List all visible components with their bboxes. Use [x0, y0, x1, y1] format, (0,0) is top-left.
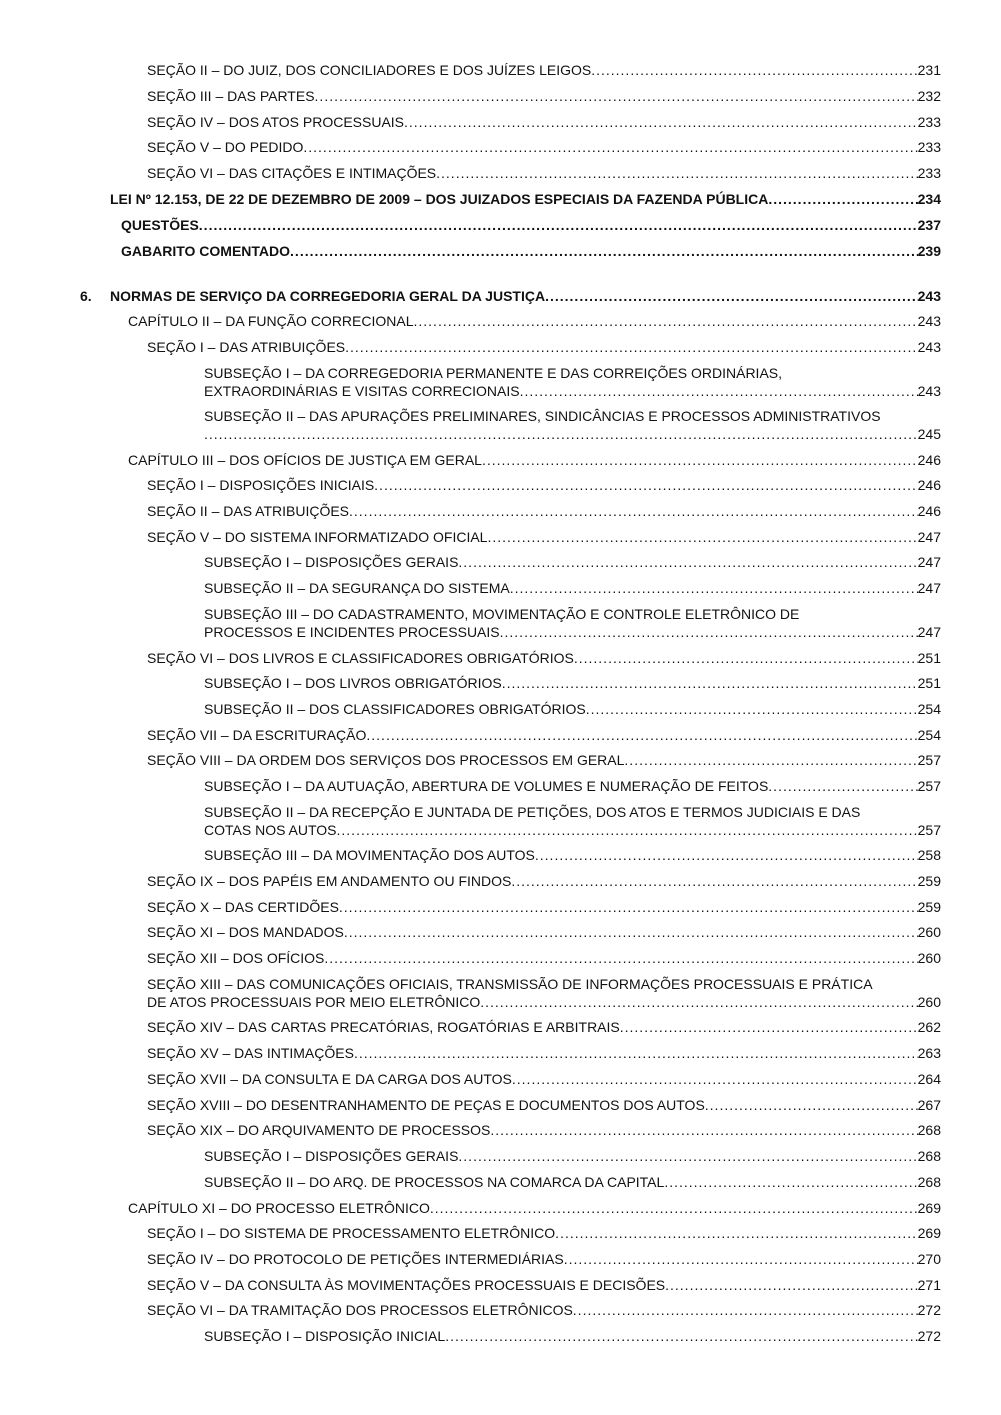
- toc-entry[interactable]: [121, 216, 941, 234]
- dot-leader: [345, 338, 918, 356]
- toc-entry[interactable]: [147, 338, 941, 356]
- dot-leader: [339, 898, 918, 916]
- toc-title: SEÇÃO X – DAS CERTIDÕES: [147, 899, 339, 915]
- toc-title: SUBSEÇÃO II – DO ARQ. DE PROCESSOS NA COMARCA DA CAPITAL: [204, 1174, 665, 1190]
- toc-title: SUBSEÇÃO I – DISPOSIÇÃO INICIAL: [204, 1328, 446, 1344]
- toc-entry[interactable]: [147, 528, 941, 546]
- toc-title: SUBSEÇÃO I – DA AUTUAÇÃO, ABERTURA DE VOLUMES E NUMERAÇÃO DE FEITOS: [204, 778, 769, 794]
- toc-entry[interactable]: [147, 1096, 941, 1114]
- toc-entry[interactable]: [147, 1121, 941, 1139]
- toc-title-line: EXTRAORDINÁRIAS E VISITAS CORRECIONAIS: [204, 383, 520, 399]
- toc-entry[interactable]: [147, 164, 941, 182]
- dot-leader: [303, 138, 917, 156]
- toc-page-number: 243: [917, 339, 941, 355]
- toc-title: SEÇÃO VI – DA TRAMITAÇÃO DOS PROCESSOS ELETRÔNICOS: [147, 1302, 573, 1318]
- toc-title-line: SUBSEÇÃO II – DA RECEPÇÃO E JUNTADA DE PETIÇÕES, DOS ATOS E TERMOS JUDICIAIS E DAS: [204, 804, 861, 820]
- toc-page-number: 233: [917, 165, 941, 181]
- toc-entry[interactable]: [204, 846, 941, 864]
- toc-page-number: 269: [917, 1225, 941, 1241]
- dot-leader: [414, 312, 918, 330]
- toc-page-number: 257: [917, 752, 941, 768]
- dot-leader: [555, 1224, 917, 1242]
- toc-title: SUBSEÇÃO III – DA MOVIMENTAÇÃO DOS AUTOS: [204, 847, 535, 863]
- toc-page-number: 257: [917, 778, 941, 794]
- dot-leader: [490, 1121, 917, 1139]
- toc-entry[interactable]: [204, 700, 941, 718]
- dot-leader: [502, 674, 918, 692]
- toc-page-number: 267: [917, 1097, 941, 1113]
- toc-title: SEÇÃO IV – DO PROTOCOLO DE PETIÇÕES INTERMEDIÁRIAS: [147, 1251, 564, 1267]
- dot-leader: [366, 726, 917, 744]
- toc-entry[interactable]: [204, 605, 941, 641]
- toc-entry[interactable]: [147, 87, 941, 105]
- toc-title: SEÇÃO XVIII – DO DESENTRANHAMENTO DE PEÇAS E DOCUMENTOS DOS AUTOS: [147, 1097, 705, 1113]
- dot-leader: [458, 1147, 917, 1165]
- toc-title: SEÇÃO II – DAS ATRIBUIÇÕES: [147, 503, 350, 519]
- toc-entry[interactable]: [147, 649, 941, 667]
- dot-leader: [768, 777, 917, 795]
- toc-title: SEÇÃO VII – DA ESCRITURAÇÃO: [147, 727, 367, 743]
- toc-page-number: 270: [917, 1251, 941, 1267]
- dot-leader: [445, 1327, 917, 1345]
- toc-entry[interactable]: [204, 1147, 941, 1165]
- dot-leader: [482, 451, 918, 469]
- toc-entry[interactable]: [147, 751, 941, 769]
- toc-entry[interactable]: [147, 1301, 941, 1319]
- dot-leader: [573, 1301, 918, 1319]
- toc-title: SEÇÃO IX – DOS PAPÉIS EM ANDAMENTO OU FINDOS: [147, 873, 512, 889]
- toc-entry[interactable]: [204, 1327, 941, 1345]
- toc-page-number: 239: [917, 243, 941, 259]
- toc-title: CAPÍTULO XI – DO PROCESSO ELETRÔNICO: [128, 1200, 430, 1216]
- toc-entry[interactable]: [204, 803, 941, 839]
- toc-page-number: 245: [917, 426, 941, 442]
- toc-entry[interactable]: [147, 923, 941, 941]
- toc-page-number: 233: [917, 114, 941, 130]
- toc-title: SEÇÃO VIII – DA ORDEM DOS SERVIÇOS DOS PROCESSOS EM GERAL: [147, 752, 625, 768]
- dot-leader: [705, 1096, 918, 1114]
- toc-entry[interactable]: [121, 242, 941, 260]
- toc-page-number: 259: [917, 899, 941, 915]
- toc-entry[interactable]: [204, 777, 941, 795]
- dot-leader: [337, 821, 918, 839]
- toc-page-number: 272: [917, 1328, 941, 1344]
- toc-title: SEÇÃO XIX – DO ARQUIVAMENTO DE PROCESSOS: [147, 1122, 491, 1138]
- toc-entry[interactable]: [147, 138, 941, 156]
- toc-page-number: 243: [917, 383, 941, 399]
- dot-leader: [520, 382, 918, 400]
- toc-title: SUBSEÇÃO I – DOS LIVROS OBRIGATÓRIOS: [204, 675, 502, 691]
- toc-title: CAPÍTULO II – DA FUNÇÃO CORRECIONAL: [128, 313, 414, 329]
- toc-page-number: 272: [917, 1302, 941, 1318]
- dot-leader: [374, 476, 917, 494]
- toc-entry[interactable]: [204, 674, 941, 692]
- toc-entry[interactable]: [147, 949, 941, 967]
- dot-leader: [487, 528, 917, 546]
- toc-title-line: DE ATOS PROCESSUAIS POR MEIO ELETRÔNICO: [147, 994, 481, 1010]
- toc-title: SEÇÃO XVII – DA CONSULTA E DA CARGA DOS AUTOS: [147, 1071, 512, 1087]
- toc-entry[interactable]: [147, 113, 941, 131]
- dot-leader: [586, 700, 918, 718]
- toc-entry[interactable]: [147, 1044, 941, 1062]
- toc-title: SUBSEÇÃO II – DA SEGURANÇA DO SISTEMA: [204, 580, 510, 596]
- toc-page-number: 264: [917, 1071, 941, 1087]
- toc-entry[interactable]: [204, 579, 941, 597]
- toc-page-number: 268: [917, 1122, 941, 1138]
- toc-page-number: 247: [917, 580, 941, 596]
- toc-title-line: COTAS NOS AUTOS: [204, 822, 337, 838]
- toc-entry[interactable]: [204, 364, 941, 400]
- toc-page-number: 259: [917, 873, 941, 889]
- toc-page-number: 246: [917, 503, 941, 519]
- dot-leader: [574, 649, 918, 667]
- toc-title: SEÇÃO I – DISPOSIÇÕES INICIAIS: [147, 477, 375, 493]
- toc-page-number: 247: [917, 624, 941, 640]
- toc-page-number: 247: [917, 554, 941, 570]
- dot-leader: [315, 87, 918, 105]
- toc-entry[interactable]: [147, 1250, 941, 1268]
- chapter-number: 6.: [80, 288, 92, 304]
- toc-title: SEÇÃO II – DO JUIZ, DOS CONCILIADORES E DOS JUÍZES LEIGOS: [147, 62, 592, 78]
- toc-entry[interactable]: [147, 61, 941, 79]
- dot-leader: [430, 1199, 918, 1217]
- toc-entry[interactable]: [147, 872, 941, 890]
- toc-title-line: SEÇÃO XIII – DAS COMUNICAÇÕES OFICIAIS, TRANSMISSÃO DE INFORMAÇÕES PROCESSUAIS E PRÁTICA: [147, 976, 873, 992]
- toc-title-line: SUBSEÇÃO I – DA CORREGEDORIA PERMANENTE E DAS CORREIÇÕES ORDINÁRIAS,: [204, 365, 783, 381]
- dot-leader: [768, 190, 917, 208]
- toc-entry[interactable]: [147, 898, 941, 916]
- toc-title: SEÇÃO XI – DOS MANDADOS: [147, 924, 344, 940]
- toc-page-number: 246: [917, 452, 941, 468]
- toc-title: QUESTÕES: [121, 217, 199, 233]
- toc-entry[interactable]: [128, 1199, 941, 1217]
- toc-title: SUBSEÇÃO I – DISPOSIÇÕES GERAIS: [204, 1148, 459, 1164]
- dot-leader: [354, 1044, 918, 1062]
- toc-title: CAPÍTULO III – DOS OFÍCIOS DE JUSTIÇA EM GERAL: [128, 452, 482, 468]
- dot-leader: [458, 553, 917, 571]
- toc-title: NORMAS DE SERVIÇO DA CORREGEDORIA GERAL DA JUSTIÇA: [110, 288, 546, 304]
- toc-title: SEÇÃO V – DO PEDIDO: [147, 139, 304, 155]
- toc-title: SEÇÃO I – DO SISTEMA DE PROCESSAMENTO ELETRÔNICO: [147, 1225, 556, 1241]
- toc-page-number: 233: [917, 139, 941, 155]
- dot-leader: [511, 872, 917, 890]
- toc-entry[interactable]: [147, 502, 941, 520]
- toc-page-number: 237: [917, 217, 941, 233]
- toc-title: SUBSEÇÃO II – DOS CLASSIFICADORES OBRIGATÓRIOS: [204, 701, 586, 717]
- toc-title: SUBSEÇÃO I – DISPOSIÇÕES GERAIS: [204, 554, 459, 570]
- toc-page-number: 269: [917, 1200, 941, 1216]
- dot-leader: [199, 216, 918, 234]
- dot-leader: [480, 993, 917, 1011]
- toc-entry[interactable]: [204, 553, 941, 571]
- toc-entry[interactable]: [204, 407, 941, 443]
- dot-leader: [290, 242, 918, 260]
- toc-title: SEÇÃO III – DAS PARTES: [147, 88, 315, 104]
- toc-title: SEÇÃO VI – DAS CITAÇÕES E INTIMAÇÕES: [147, 165, 437, 181]
- dot-leader: [500, 623, 918, 641]
- toc-title-line: SUBSEÇÃO III – DO CADASTRAMENTO, MOVIMENTAÇÃO E CONTROLE ELETRÔNICO DE: [204, 606, 800, 622]
- toc-page-number: 260: [917, 924, 941, 940]
- toc-page-number: 262: [917, 1019, 941, 1035]
- toc-page-number: 243: [917, 313, 941, 329]
- toc-page-number: 271: [917, 1277, 941, 1293]
- toc-page-number: 247: [917, 529, 941, 545]
- dot-leader: [204, 425, 918, 443]
- toc-entry[interactable]: [128, 312, 941, 330]
- toc-entry[interactable]: [147, 1070, 941, 1088]
- toc-entry[interactable]: [110, 190, 941, 208]
- dot-leader: [545, 287, 918, 305]
- toc-chapter-entry[interactable]: [110, 287, 941, 305]
- toc-page-number: 251: [917, 675, 941, 691]
- toc-page-number: 231: [917, 62, 941, 78]
- toc-entry[interactable]: [147, 1276, 941, 1294]
- toc-title: LEI Nº 12.153, DE 22 DE DEZEMBRO DE 2009 – DOS JUIZADOS ESPECIAIS DA FAZENDA PÚBLICA: [110, 191, 769, 207]
- toc-page-number: 232: [917, 88, 941, 104]
- toc-title: SEÇÃO XIV – DAS CARTAS PRECATÓRIAS, ROGATÓRIAS E ARBITRAIS: [147, 1019, 620, 1035]
- toc-entry[interactable]: [147, 1018, 941, 1036]
- dot-leader: [591, 61, 917, 79]
- toc-page-number: 234: [917, 191, 941, 207]
- dot-leader: [564, 1250, 918, 1268]
- toc-page-number: 251: [917, 650, 941, 666]
- toc-title-line: PROCESSOS E INCIDENTES PROCESSUAIS: [204, 624, 500, 640]
- toc-page-number: 263: [917, 1045, 941, 1061]
- dot-leader: [344, 923, 918, 941]
- dot-leader: [349, 502, 918, 520]
- toc-entry[interactable]: [128, 451, 941, 469]
- dot-leader: [512, 1070, 918, 1088]
- toc-page-number: 268: [917, 1174, 941, 1190]
- toc-page-number: 260: [917, 994, 941, 1010]
- toc-page-number: 243: [917, 288, 941, 304]
- dot-leader: [665, 1276, 918, 1294]
- toc-title: SEÇÃO XV – DAS INTIMAÇÕES: [147, 1045, 354, 1061]
- toc-entry[interactable]: [204, 1173, 941, 1191]
- toc-title: SEÇÃO V – DO SISTEMA INFORMATIZADO OFICIAL: [147, 529, 488, 545]
- toc-title: SEÇÃO I – DAS ATRIBUIÇÕES: [147, 339, 346, 355]
- toc-entry[interactable]: [147, 975, 941, 1011]
- toc-title: SEÇÃO V – DA CONSULTA ÀS MOVIMENTAÇÕES PROCESSUAIS E DECISÕES: [147, 1277, 666, 1293]
- toc-page-number: 258: [917, 847, 941, 863]
- toc-entry[interactable]: [147, 726, 941, 744]
- toc-title: SEÇÃO XII – DOS OFÍCIOS: [147, 950, 325, 966]
- toc-entry[interactable]: [147, 1224, 941, 1242]
- toc-title: SEÇÃO IV – DOS ATOS PROCESSUAIS: [147, 114, 405, 130]
- toc-title: GABARITO COMENTADO: [121, 243, 291, 259]
- toc-page-number: 257: [917, 822, 941, 838]
- dot-leader: [436, 164, 918, 182]
- toc-page-number: 268: [917, 1148, 941, 1164]
- toc-entry[interactable]: [147, 476, 941, 494]
- toc-page-number: 254: [917, 701, 941, 717]
- toc-title-line: SUBSEÇÃO II – DAS APURAÇÕES PRELIMINARES, SINDICÂNCIAS E PROCESSOS ADMINISTRATIVOS: [204, 408, 881, 424]
- dot-leader: [664, 1173, 917, 1191]
- toc-title: SEÇÃO VI – DOS LIVROS E CLASSIFICADORES OBRIGATÓRIOS: [147, 650, 574, 666]
- dot-leader: [624, 751, 917, 769]
- toc-page-number: 260: [917, 950, 941, 966]
- dot-leader: [535, 846, 918, 864]
- dot-leader: [510, 579, 918, 597]
- toc-page-number: 254: [917, 727, 941, 743]
- dot-leader: [324, 949, 917, 967]
- toc-page-number: 246: [917, 477, 941, 493]
- dot-leader: [404, 113, 918, 131]
- dot-leader: [620, 1018, 918, 1036]
